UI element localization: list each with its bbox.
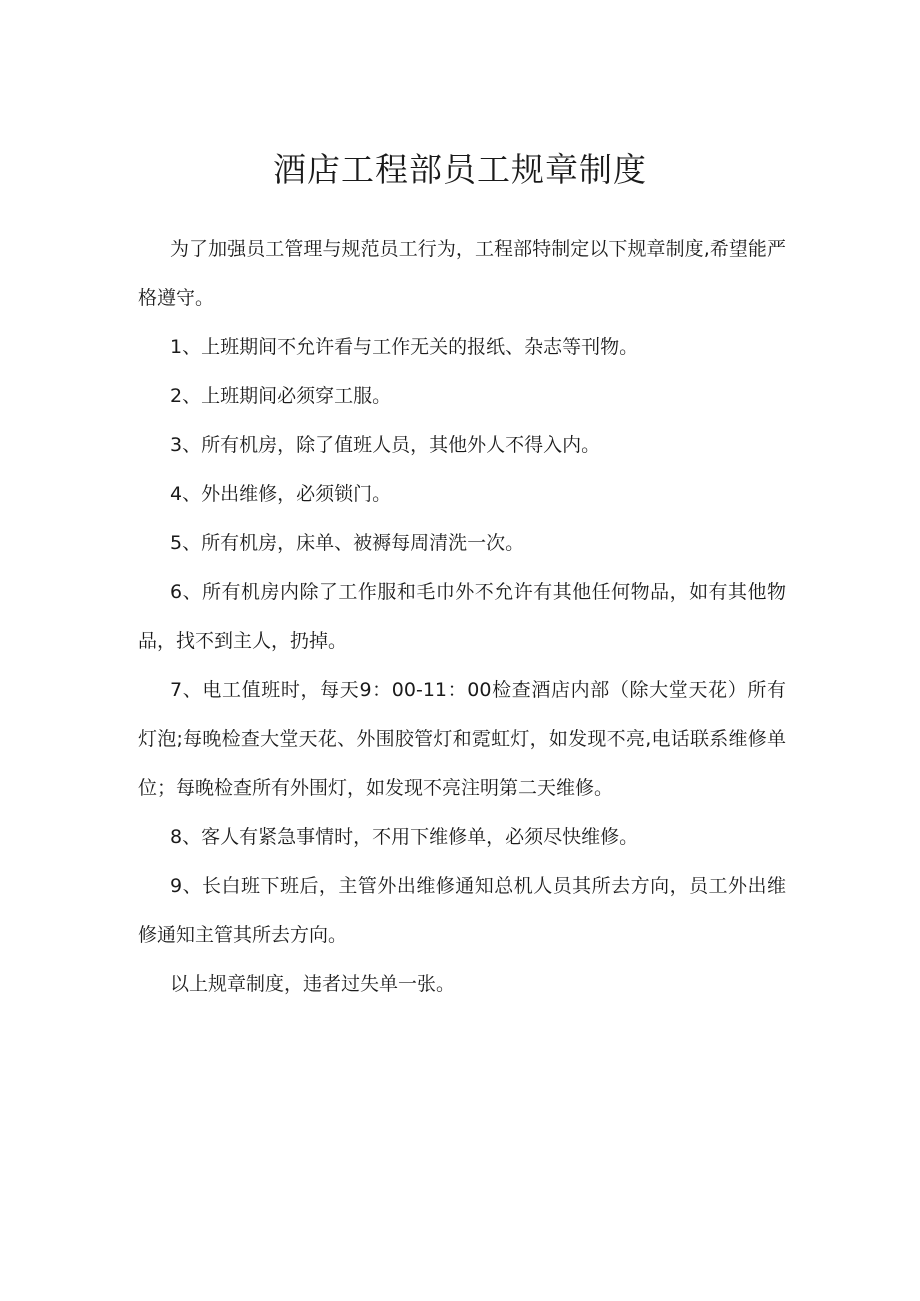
document-body (138, 225, 786, 1009)
rule-item-6: 6、所有机房内除了工作服和毛巾外不允许有其他任何物品，如有其他物品，找不到主人，扔掉。 (138, 581, 786, 652)
document-title: 酒店工程部员工规章制度 (273, 150, 647, 189)
closing-paragraph: 以上规章制度，违者过失单一张。 (170, 973, 456, 995)
rule-item-8: 8、客人有紧急事情时，不用下维修单，必须尽快维修。 (170, 826, 639, 848)
rule-item-5: 5、所有机房，床单、被褥每周清洗一次。 (170, 532, 525, 554)
rule-item-1: 1、上班期间不允许看与工作无关的报纸、杂志等刊物。 (170, 336, 639, 358)
rule-item-4: 4、外出维修，必须锁门。 (170, 483, 392, 505)
rule-item-7: 7、电工值班时，每天9：00-11：00检查酒店内部（除大堂天花）所有灯泡;每晚检查大堂天花、外围胶管灯和霓虹灯，如发现不亮,电话联系维修单位；每晚检查所有外围灯，如发现不亮注明第二天维修。 (138, 679, 786, 799)
intro-paragraph: 为了加强员工管理与规范员工行为，工程部特制定以下规章制度,希望能严格遵守。 (138, 238, 786, 309)
rule-item-3: 3、所有机房，除了值班人员，其他外人不得入内。 (170, 434, 601, 456)
rule-item-9: 9、长白班下班后，主管外出维修通知总机人员其所去方向，员工外出维修通知主管其所去方向。 (138, 875, 786, 946)
rule-item-2: 2、上班期间必须穿工服。 (170, 385, 392, 407)
